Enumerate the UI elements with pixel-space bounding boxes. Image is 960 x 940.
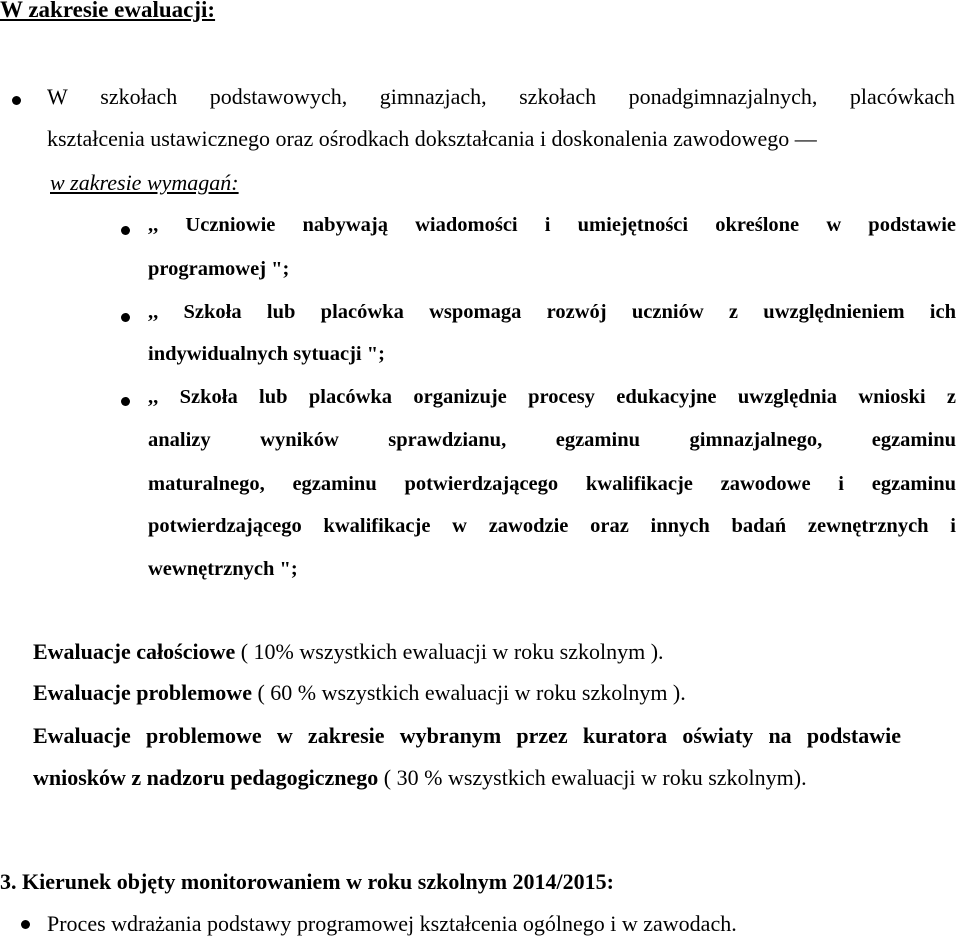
intro-word: podstawowych,	[209, 84, 348, 109]
bullet-icon	[21, 920, 30, 929]
requirement-1-line-1: ,, Uczniowie nabywają wiadomości i umiejętności określone w podstawie	[148, 214, 956, 236]
evaluation-total	[33, 639, 664, 665]
bullet-icon	[121, 226, 130, 235]
bullet-icon	[12, 96, 21, 105]
evaluation-curator-label: wniosków z nadzoru pedagogicznego	[33, 765, 379, 790]
intro-word: gimnazjach,	[379, 84, 487, 109]
intro-word: W	[47, 84, 68, 109]
requirement-3-line-4: potwierdzającego kwalifikacje w zawodzie oraz innych badań zewnętrznych i	[148, 515, 956, 537]
requirement-3-line-3: maturalnego, egzaminu potwierdzającego kwalifikacje zawodowe i egzaminu	[148, 473, 956, 495]
evaluation-problem-share: ( 60 % wszystkich ewaluacji w roku szkolnym ).	[251, 680, 686, 705]
section-3-item: Proces wdrażania podstawy programowej kształcenia ogólnego i w zawodach.	[47, 911, 737, 936]
intro-line-3: w zakresie wymagań:	[50, 170, 239, 195]
evaluation-problem	[33, 680, 686, 706]
requirement-3-line-5: wewnętrznych ";	[148, 558, 298, 580]
evaluation-curator-line-1: Ewaluacje problemowe w zakresie wybranym przez kuratora oświaty na podstawie	[33, 723, 901, 748]
evaluation-total-share: ( 10% wszystkich ewaluacji w roku szkolnym ).	[235, 639, 664, 664]
requirement-2-line-2: indywidualnych sytuacji ";	[148, 343, 385, 365]
intro-word: szkołach	[519, 84, 597, 109]
evaluation-total-label: Ewaluacje całościowe	[33, 639, 236, 664]
intro-line-1	[47, 84, 955, 110]
intro-word: szkołach	[100, 84, 178, 109]
page-heading: W zakresie ewaluacji:	[0, 0, 216, 22]
intro-word: placówkach	[849, 84, 955, 109]
requirement-3-line-1: ,, Szkoła lub placówka organizuje procesy edukacyjne uwzględnia wnioski z	[148, 386, 956, 408]
evaluation-curator-share: ( 30 % wszystkich ewaluacji w roku szkolnym).	[378, 765, 807, 790]
evaluation-problem-label: Ewaluacje problemowe	[33, 680, 252, 705]
bullet-icon	[121, 313, 130, 322]
evaluation-curator-line-2	[33, 765, 807, 791]
section-3-heading: 3. Kierunek objęty monitorowaniem w roku szkolnym 2014/2015:	[0, 869, 614, 894]
intro-word: ponadgimnazjalnych,	[628, 84, 818, 109]
bullet-icon	[121, 397, 130, 406]
requirement-2-line-1: ,, Szkoła lub placówka wspomaga rozwój uczniów z uwzględnieniem ich	[148, 301, 956, 323]
requirement-3-line-2: analizy wyników sprawdzianu, egzaminu gimnazjalnego, egzaminu	[148, 429, 956, 451]
intro-line-2: kształcenia ustawicznego oraz ośrodkach dokształcania i doskonalenia zawodowego —	[47, 126, 817, 151]
requirement-1-line-2: programowej ";	[148, 258, 290, 280]
